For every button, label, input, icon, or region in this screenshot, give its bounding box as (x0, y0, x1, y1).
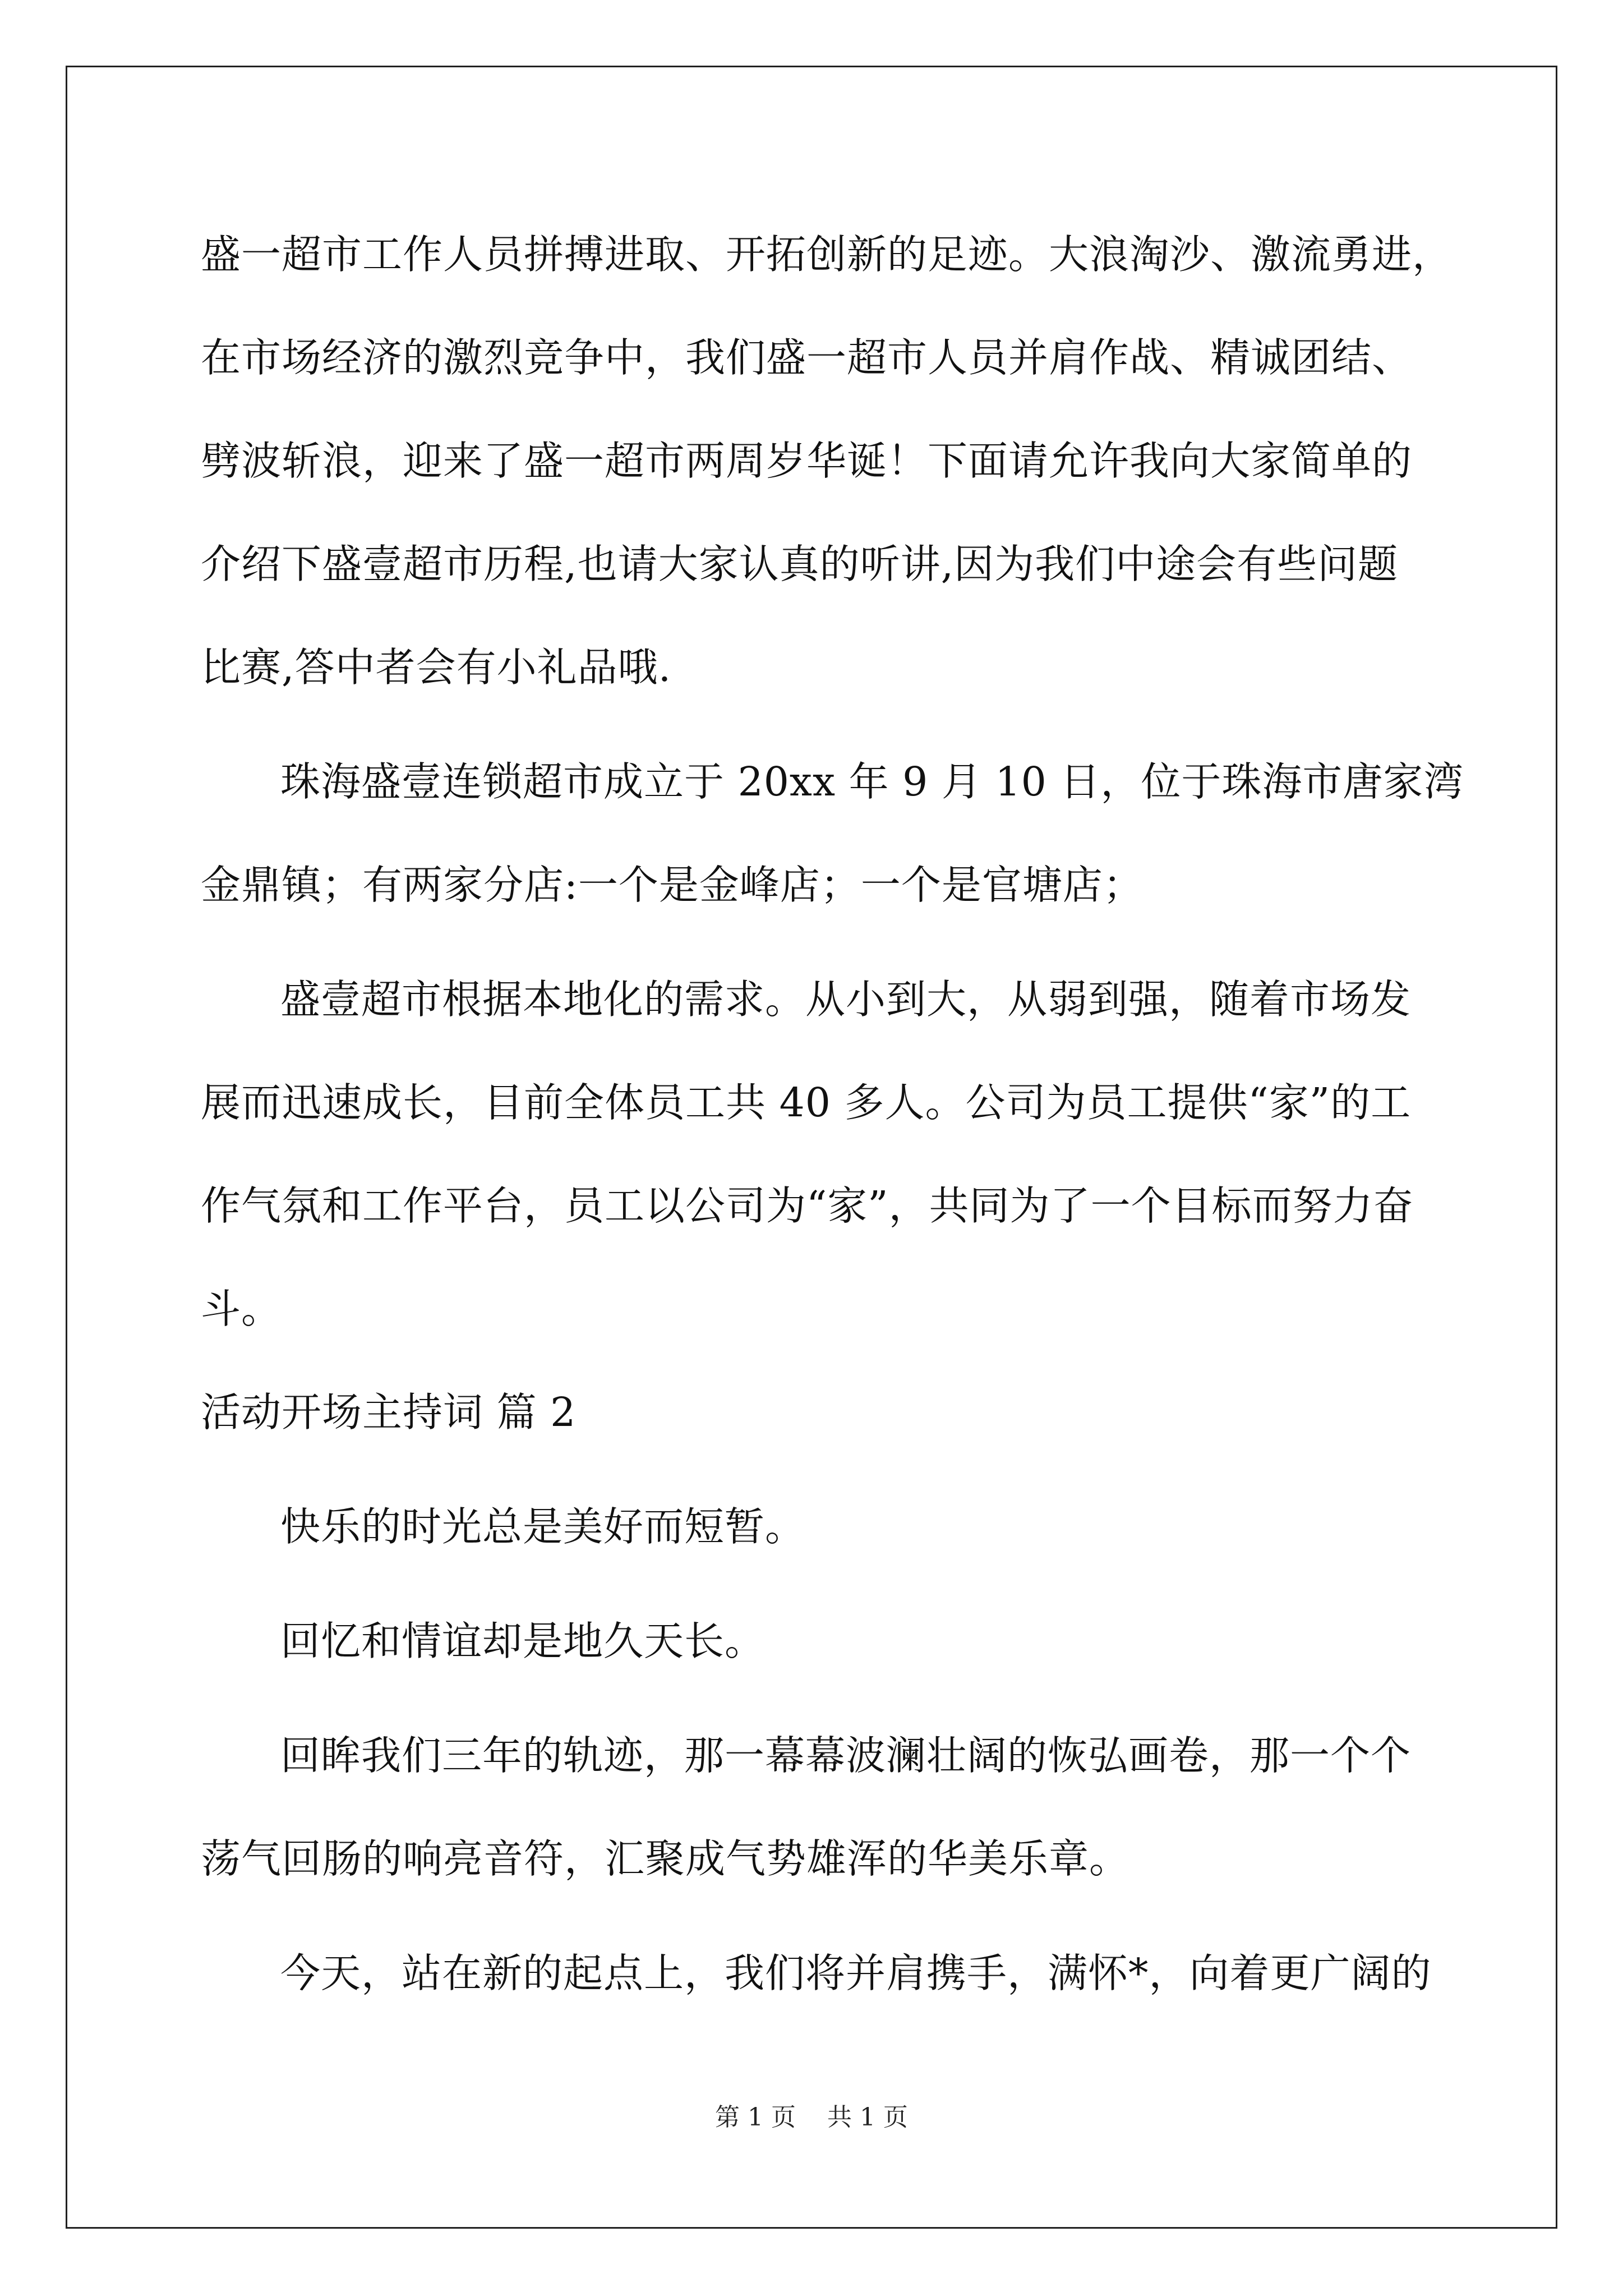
paragraph-line: 盛一超市工作人员拼搏进取、开拓创新的足迹。大浪淘沙、激流勇进， (201, 231, 1453, 278)
paragraph-line: 展而迅速成长，目前全体员工共 40 多人。公司为员工提供“家”的工 (201, 1079, 1412, 1126)
paragraph-line: 作气氛和工作平台，员工以公司为“家”，共同为了一个目标而努力奋 (201, 1182, 1414, 1229)
paragraph-line: 金鼎镇；有两家分店:一个是金峰店；一个是官塘店； (201, 862, 1144, 908)
paragraph-line: 在市场经济的激烈竞争中，我们盛一超市人员并肩作战、精诚团结、 (201, 334, 1413, 381)
paragraph-line: 快乐的时光总是美好而短暂。 (280, 1503, 806, 1550)
paragraph-line: 荡气回肠的响亮音符，汇聚成气势雄浑的华美乐章。 (201, 1835, 1130, 1882)
paragraph-line: 盛壹超市根据本地化的需求。从小到大，从弱到强，随着市场发 (280, 976, 1412, 1023)
paragraph-line: 珠海盛壹连锁超市成立于 20xx 年 9 月 10 日，位于珠海市唐家湾 (280, 758, 1464, 805)
paragraph-line: 回眸我们三年的轨迹，那一幕幕波澜壮阔的恢弘画卷，那一个个 (280, 1732, 1412, 1779)
paragraph-line: 劈波斩浪，迎来了盛一超市两周岁华诞！下面请允许我向大家简单的 (201, 438, 1413, 484)
section-heading: 活动开场主持词 篇 2 (201, 1389, 577, 1435)
page-footer: 第 1 页 共 1 页 (715, 2103, 908, 2132)
page-border (66, 66, 1557, 2229)
paragraph-line: 比赛,答中者会有小礼品哦. (201, 644, 672, 691)
paragraph-line: 回忆和情谊却是地久天长。 (280, 1618, 766, 1664)
paragraph-line: 今天，站在新的起点上，我们将并肩携手，满怀*，向着更广阔的 (280, 1950, 1432, 1996)
paragraph-line: 斗。 (201, 1286, 282, 1332)
paragraph-line: 介绍下盛壹超市历程,也请大家认真的听讲,因为我们中途会有些问题 (201, 541, 1399, 587)
